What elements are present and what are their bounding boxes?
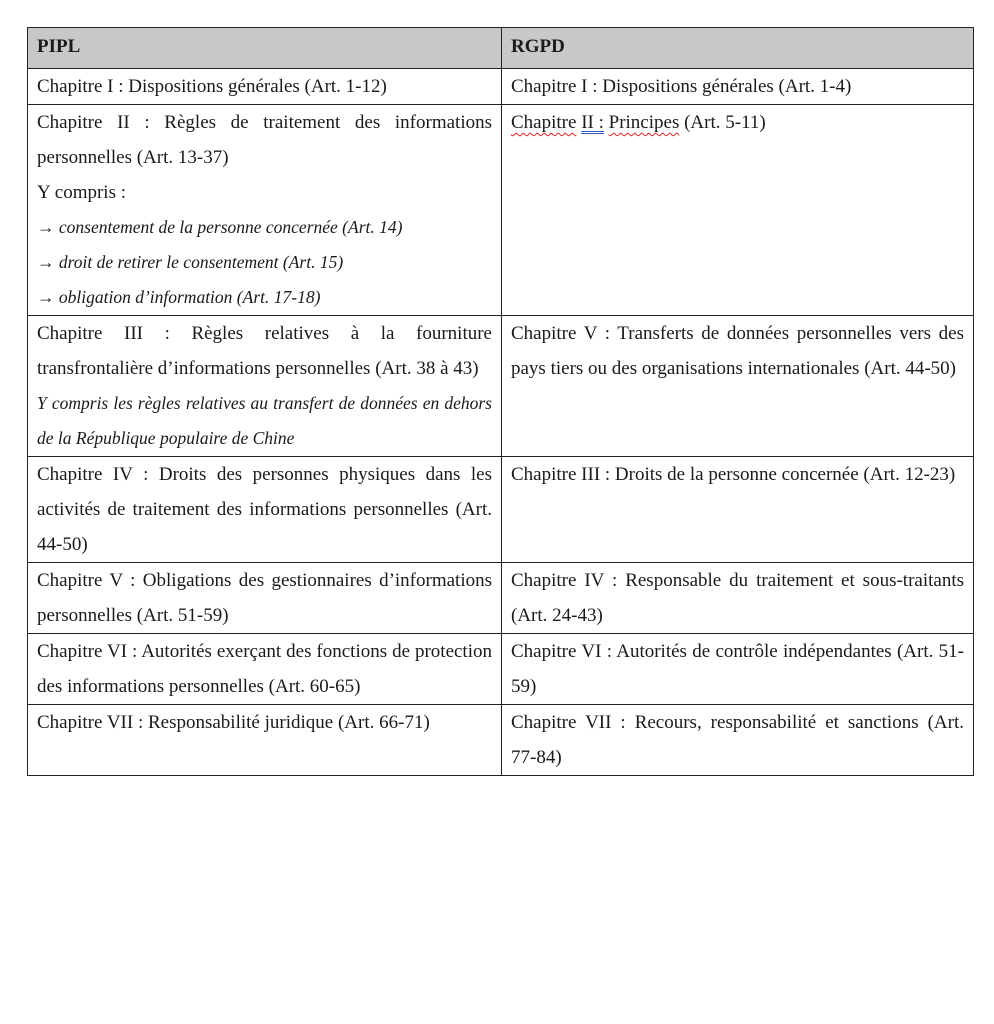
header-row — [28, 28, 974, 69]
rgpd-cell — [502, 69, 974, 105]
spellcheck-word: Principes — [608, 112, 680, 133]
cell-text: Chapitre VII : Recours, responsabilité et sanctions (Art. 77-84) — [511, 712, 964, 768]
table-row — [28, 69, 974, 105]
cell-text: Chapitre II : Règles de traitement des informations personnelles (Art. 13-37) — [37, 112, 492, 168]
table-row — [28, 634, 974, 705]
table-row — [28, 105, 974, 316]
pipl-cell — [28, 563, 502, 634]
cell-text: Chapitre IV : Droits des personnes physiques dans les activités de traitement des informations personnelles (Art. 44-50) — [37, 464, 492, 555]
cell-text — [511, 105, 964, 140]
cell-text: Chapitre VI : Autorités exerçant des fonctions de protection des informations personnelles (Art. 60-65) — [37, 641, 492, 697]
cell-text: Chapitre III : Droits de la personne concernée (Art. 12-23) — [511, 464, 956, 485]
rgpd-cell — [502, 457, 974, 563]
pipl-cell — [28, 316, 502, 457]
list-item: → obligation d’information (Art. 17-18) — [37, 287, 321, 307]
cell-text: Chapitre IV : Responsable du traitement et sous-traitants (Art. 24-43) — [511, 570, 964, 626]
rgpd-cell — [502, 705, 974, 776]
header-pipl: PIPL — [28, 28, 502, 69]
rgpd-cell — [502, 563, 974, 634]
rgpd-cell — [502, 634, 974, 705]
cell-intro: Y compris : — [37, 182, 127, 203]
pipl-cell — [28, 105, 502, 316]
cell-text: Chapitre III : Règles relatives à la fourniture transfrontalière d’informations personnelles (Art. 38 à 43) — [37, 323, 492, 379]
rgpd-cell — [502, 316, 974, 457]
cell-text: Chapitre I : Dispositions générales (Art. 1-12) — [37, 76, 387, 97]
cell-text: Chapitre V : Obligations des gestionnaires d’informations personnelles (Art. 51-59) — [37, 570, 492, 626]
header-rgpd: RGPD — [502, 28, 974, 69]
table-row — [28, 705, 974, 776]
cell-note: Y compris les règles relatives au transfert de données en dehors de la République populaire de Chine — [37, 393, 492, 448]
pipl-cell — [28, 705, 502, 776]
table-row — [28, 457, 974, 563]
pipl-cell — [28, 69, 502, 105]
cell-text: Chapitre I : Dispositions générales (Art. 1-4) — [511, 76, 852, 97]
grammar-mark: II : — [581, 112, 604, 133]
list-item: → droit de retirer le consentement (Art. 15) — [37, 252, 344, 272]
table-row — [28, 316, 974, 457]
cell-text-rest: (Art. 5-11) — [679, 112, 766, 133]
pipl-cell — [28, 457, 502, 563]
cell-text: Chapitre V : Transferts de données personnelles vers des pays tiers ou des organisations internationales (Art. 44-50) — [511, 323, 964, 379]
list-item: → consentement de la personne concernée (Art. 14) — [37, 217, 403, 237]
rgpd-cell — [502, 105, 974, 316]
cell-text: Chapitre VI : Autorités de contrôle indépendantes (Art. 51-59) — [511, 641, 964, 697]
table-row — [28, 563, 974, 634]
cell-text: Chapitre VII : Responsabilité juridique (Art. 66-71) — [37, 712, 430, 733]
pipl-cell — [28, 634, 502, 705]
spellcheck-word: Chapitre — [511, 112, 577, 133]
comparison-table — [27, 27, 974, 776]
